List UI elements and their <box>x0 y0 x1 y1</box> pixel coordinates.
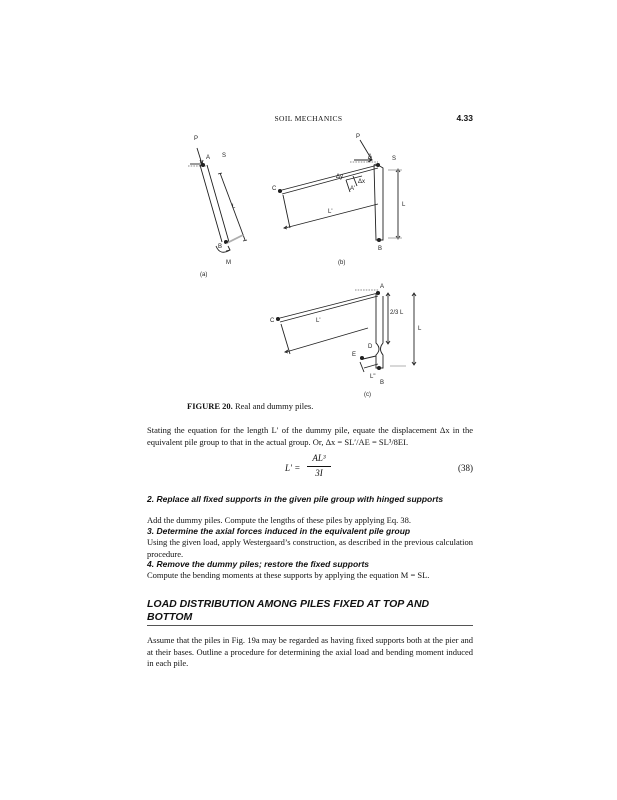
label-l-b: L <box>402 202 406 208</box>
label-m-a: M <box>226 260 231 266</box>
label-b-a: B <box>218 244 223 250</box>
diagram-a <box>188 148 247 252</box>
label-lprime-c: L' <box>316 318 321 324</box>
step-4-body: Compute the bending moments at these supports by applying the equation M = SL. <box>147 570 430 580</box>
label-a-a: A <box>206 155 211 161</box>
step-3-body: Using the given load, apply Westergaard’s construction, as described in the previous calculation procedure. <box>147 537 473 559</box>
label-a-b: A <box>368 154 373 160</box>
label-aprime-b: A' <box>350 186 356 192</box>
label-subfig-c: (c) <box>364 392 371 398</box>
label-c-c: C <box>270 318 275 324</box>
paragraph-dummy-pile-length: Stating the equation for the length L′ of the dummy pile, equate the displacement Δx in the equivalent pile group to that in the actual group. Or, Δx = SL′/AE = SL³/8EI. <box>147 425 473 447</box>
figure-caption-text: Real and dummy piles. <box>234 401 314 411</box>
label-subfig-b: (b) <box>338 260 346 266</box>
diagram-b <box>278 140 402 242</box>
equation-fraction <box>307 453 331 478</box>
section-heading: LOAD DISTRIBUTION AMONG PILES FIXED AT TOP AND BOTTOM <box>147 598 473 626</box>
diagram-c <box>276 290 416 372</box>
step-3-heading: 3. Determine the axial forces induced in the equivalent pile group <box>147 526 411 536</box>
label-lprime-b: L' <box>328 209 333 215</box>
label-c-b: C <box>272 186 277 192</box>
label-l-c: L <box>418 326 422 332</box>
figure-caption <box>187 401 313 411</box>
running-header-title: SOIL MECHANICS <box>274 114 343 123</box>
label-ldprime-c: L" <box>370 374 376 380</box>
figure-caption-label: FIGURE 20. <box>187 401 233 411</box>
label-p-a: P <box>194 136 199 142</box>
label-p-b: P <box>356 134 361 140</box>
label-subfig-a: (a) <box>200 272 208 278</box>
page-number: 4.33 <box>456 113 473 123</box>
label-deltay-b: Δy <box>336 174 344 180</box>
label-twothirds-c: 2/3 L <box>390 310 404 316</box>
label-b-c: B <box>380 380 385 386</box>
step-2-body: Add the dummy piles. Compute the lengths of these piles by applying Eq. 38. <box>147 515 411 525</box>
label-s-b: S <box>392 156 397 162</box>
label-b-b: B <box>378 246 383 252</box>
label-deltax-b: Δx <box>358 179 366 185</box>
equation-number: (38) <box>458 463 473 473</box>
equation-38 <box>147 453 473 487</box>
label-e-c: E <box>352 352 357 358</box>
label-s-a: S <box>222 153 227 159</box>
equation-denominator: 3I <box>315 468 323 478</box>
figure-20-drawing <box>150 128 450 398</box>
label-l-a: L <box>232 204 236 210</box>
step-2-heading: 2. Replace all fixed supports in the given pile group with hinged supports <box>147 494 444 504</box>
section-body: Assume that the piles in Fig. 19a may be regarded as having fixed supports both at the pier and at their bases. Outline a procedure for determining the axial load and bending moment induced in each pile. <box>147 635 473 669</box>
step-4-heading: 4. Remove the dummy piles; restore the fixed supports <box>147 559 370 569</box>
label-a-c: A <box>380 284 385 290</box>
equation-numerator: AL³ <box>312 453 326 463</box>
label-d-c: D <box>368 344 373 350</box>
equation-lhs: L′ = <box>285 463 301 473</box>
